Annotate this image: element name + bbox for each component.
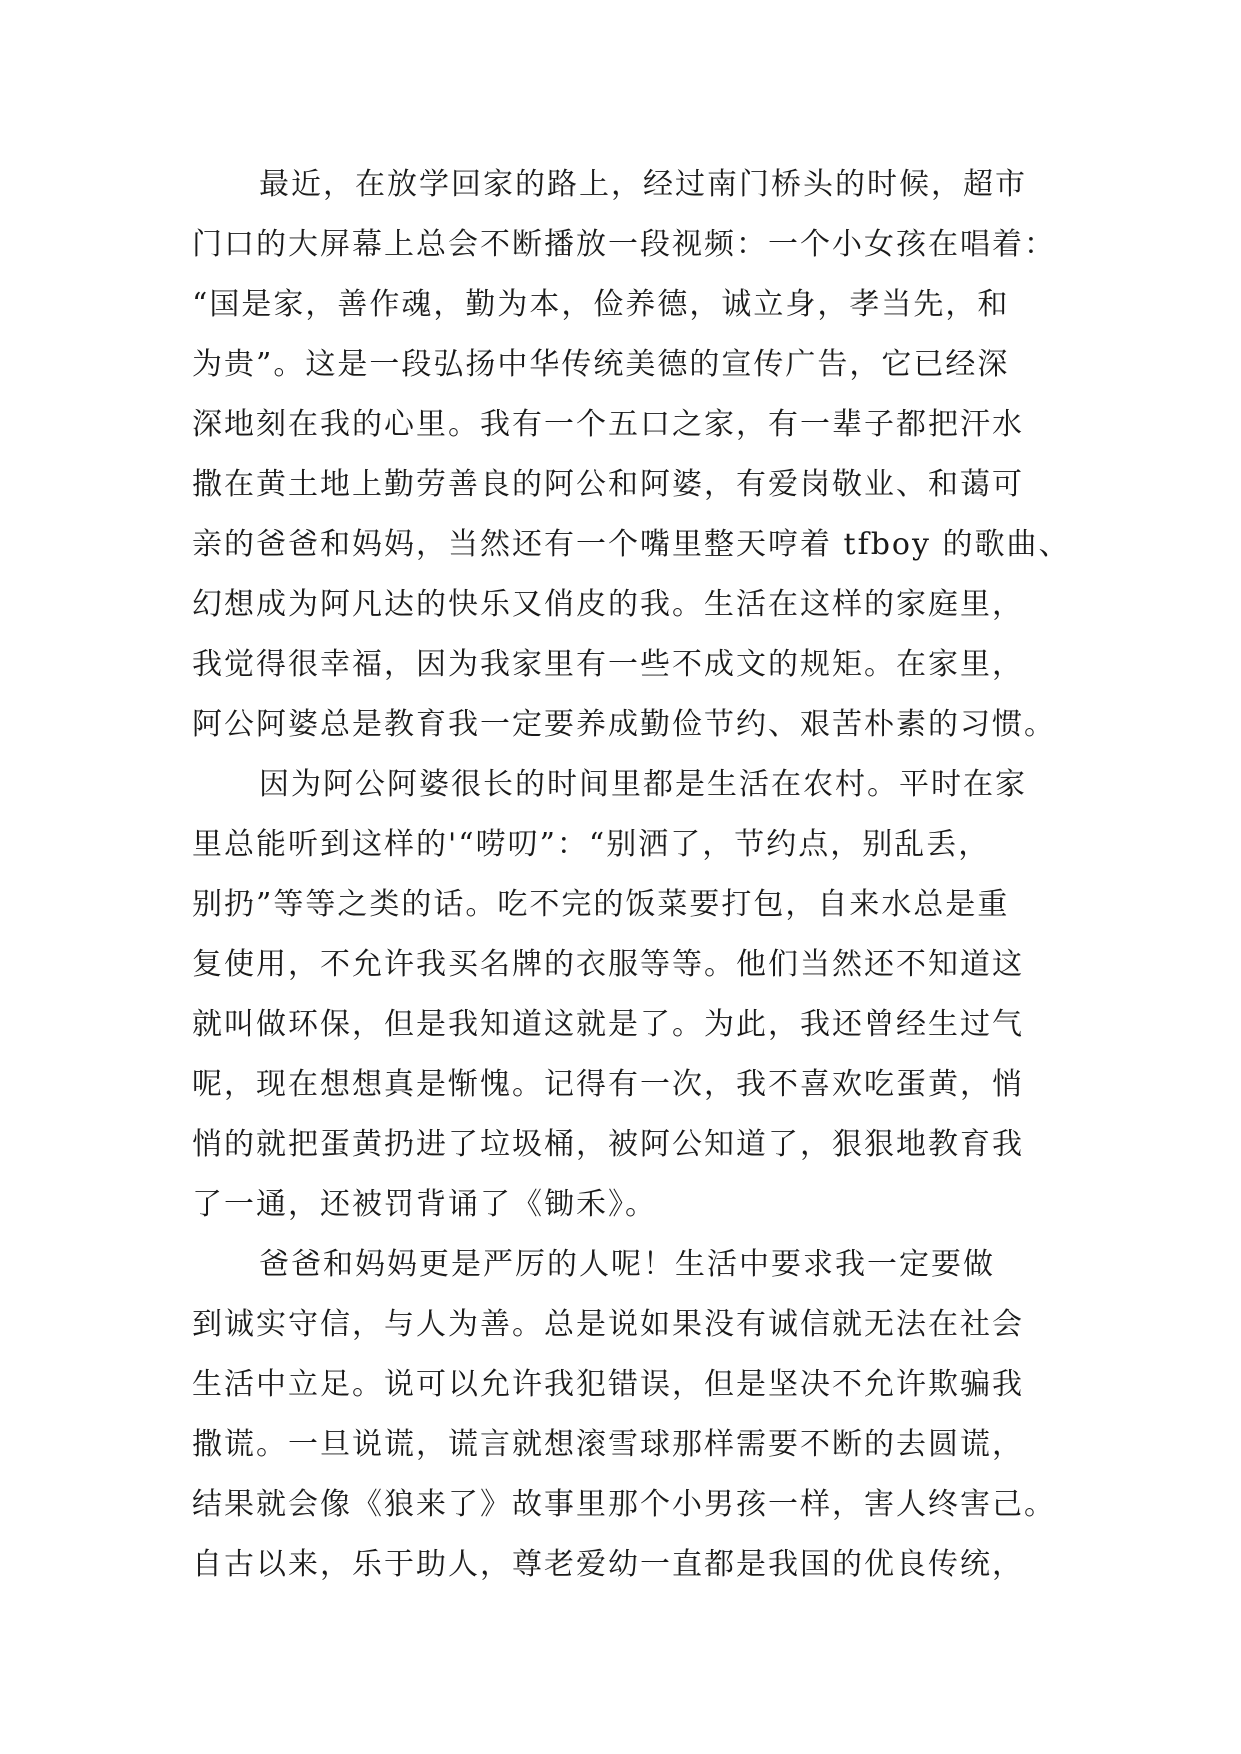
- text-line: 撒在黄土地上勤劳善良的阿公和阿婆，有爱岗敬业、和蔼可: [192, 467, 1024, 502]
- text-line: 复使用，不允许我买名牌的衣服等等。他们当然还不知道这: [192, 947, 1024, 982]
- text-line: 爸爸和妈妈更是严厉的人呢！生活中要求我一定要做: [259, 1247, 995, 1282]
- text-line: 因为阿公阿婆很长的时间里都是生活在农村。平时在家: [259, 767, 1027, 802]
- text-line: 深地刻在我的心里。我有一个五口之家，有一辈子都把汗水: [192, 407, 1024, 442]
- text-line: 阿公阿婆总是教育我一定要养成勤俭节约、艰苦朴素的习惯。: [192, 707, 1056, 742]
- text-line: 生活中立足。说可以允许我犯错误，但是坚决不允许欺骗我: [192, 1367, 1024, 1402]
- text-line: 门口的大屏幕上总会不断播放一段视频：一个小女孩在唱着：: [192, 227, 1056, 262]
- essay-body: [192, 155, 1072, 1595]
- text-line: “国是家，善作魂，勤为本，俭养德，诚立身，孝当先，和: [192, 287, 1010, 322]
- text-line: 就叫做环保，但是我知道这就是了。为此，我还曾经生过气: [192, 1007, 1024, 1042]
- text-line: 别扔”等等之类的话。吃不完的饭菜要打包，自来水总是重: [192, 887, 1010, 922]
- text-line: 为贵”。这是一段弘扬中华传统美德的宣传广告，它已经深: [192, 347, 1010, 382]
- text-line: 最近，在放学回家的路上，经过南门桥头的时候，超市: [259, 167, 1027, 202]
- text-line: 幻想成为阿凡达的快乐又俏皮的我。生活在这样的家庭里，: [192, 587, 1024, 622]
- text-line: 撒谎。一旦说谎，谎言就想滚雪球那样需要不断的去圆谎，: [192, 1427, 1024, 1462]
- text-line: 到诚实守信，与人为善。总是说如果没有诚信就无法在社会: [192, 1307, 1024, 1342]
- text-line: 呢，现在想想真是惭愧。记得有一次，我不喜欢吃蛋黄，悄: [192, 1067, 1024, 1102]
- text-line: 亲的爸爸和妈妈，当然还有一个嘴里整天哼着 tfboy 的歌曲、: [192, 527, 1071, 562]
- text-line: 里总能听到这样的'“唠叨”：“别洒了，节约点，别乱丢，: [192, 827, 991, 862]
- text-line: 了一通，还被罚背诵了《锄禾》。: [192, 1187, 657, 1222]
- text-line: 我觉得很幸福，因为我家里有一些不成文的规矩。在家里，: [192, 647, 1024, 682]
- text-line: 结果就会像《狼来了》故事里那个小男孩一样，害人终害己。: [192, 1487, 1056, 1522]
- text-line: 自古以来，乐于助人，尊老爱幼一直都是我国的优良传统，: [192, 1547, 1024, 1582]
- text-line: 悄的就把蛋黄扔进了垃圾桶，被阿公知道了，狠狠地教育我: [192, 1127, 1024, 1162]
